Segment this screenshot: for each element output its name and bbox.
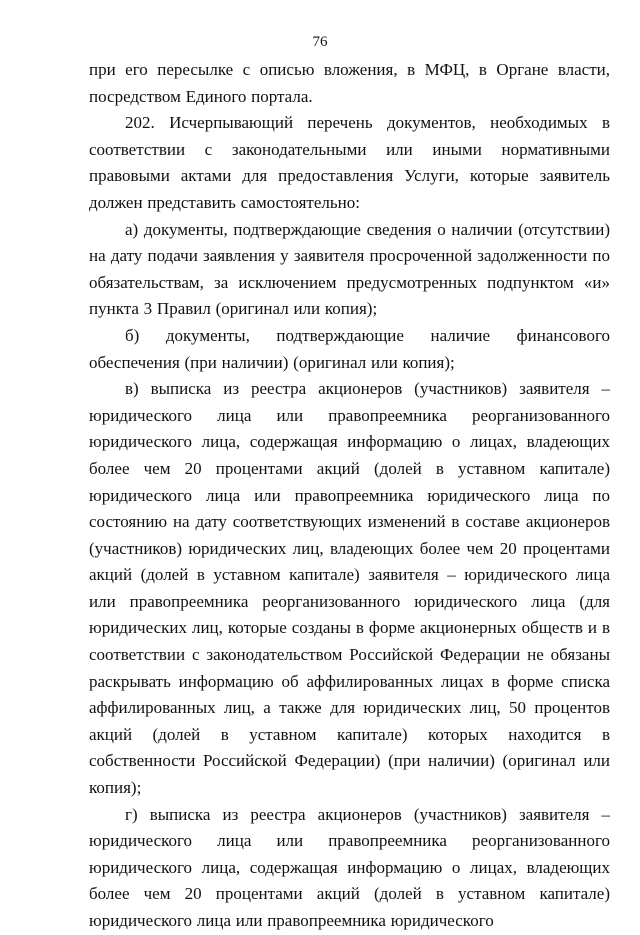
paragraph-continuation: при его пересылке с описью вложения, в МФЦ, в Органе власти, посредством Единого портала. xyxy=(89,60,610,106)
paragraph-item-a: а) документы, подтверждающие сведения о наличии (отсутствии) на дату подачи заявления у заявителя просроченной задолженности по обязательствам, за исключением предусмотренных подпунктом «и» пункта 3 Правил (оригинал или копия); xyxy=(89,219,610,319)
paragraph-item-g: г) выписка из реестра акционеров (участников) заявителя – юридического лица или правопреемника реорганизованного юридического лица, содержащая информацию о лицах, владеющих более чем 20 процентами акций (долей в уставном капитале) юридического лица или правопреемника юридического xyxy=(89,804,610,930)
document-body xyxy=(89,57,610,935)
paragraph-item-v: в) выписка из реестра акционеров (участников) заявителя – юридического лица или правопреемника реорганизованного юридического лица, содержащая информацию о лицах, владеющих более чем 20 процентами акций (долей в уставном капитале) юридического лица или правопреемника юридического лица по состоянию на дату соответствующих изменений в составе акционеров (участников) юридических лиц, владеющих более чем 20 процентами акций (долей в уставном капитале) заявителя – юридического лица или правопреемника реорганизованного юридического лица (для юридических лиц, которые созданы в форме акционерных обществ и в соответствии с законодательством Российской Федерации не обязаны раскрывать информацию об аффилированных лицах в форме списка аффилированных лиц, а также для юридических лиц, 50 процентов акций (долей в уставном капитале) которых находится в собственности Российской Федерации) (при наличии) (оригинал или копия); xyxy=(89,379,610,798)
paragraph-item-b: б) документы, подтверждающие наличие финансового обеспечения (при наличии) (оригинал или копия); xyxy=(89,325,610,372)
page-number: 76 xyxy=(312,34,328,50)
paragraph-202: 202. Исчерпывающий перечень документов, необходимых в соответствии с законодательными или иными нормативными правовыми актами для предоставления Услуги, которые заявитель должен представить самостоятельно: xyxy=(89,113,610,212)
